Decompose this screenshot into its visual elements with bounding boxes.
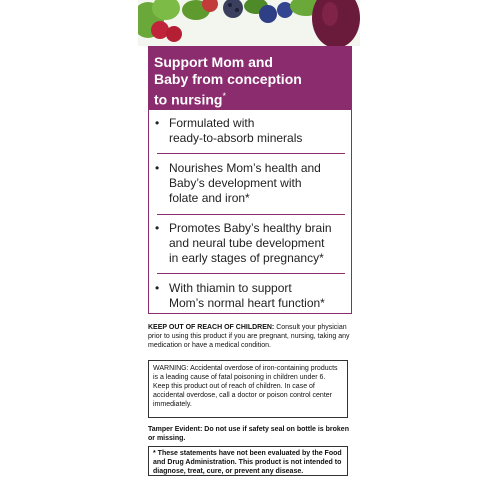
benefit-line: Formulated with <box>169 116 255 130</box>
header-line-1: Support Mom and <box>154 54 273 70</box>
benefit-line: folate and iron* <box>169 191 250 205</box>
divider <box>157 214 345 215</box>
divider <box>157 273 345 274</box>
divider <box>157 153 345 154</box>
fda-disclaimer-box <box>148 446 348 476</box>
tamper-label: Tamper Evident: <box>148 426 203 433</box>
benefit-item <box>149 161 351 206</box>
benefit-line: ready-to-absorb minerals <box>169 131 303 145</box>
header-line-2: Baby from conception <box>154 71 302 87</box>
tamper-text: Do not use if safety seal on bottle is broken or missing. <box>148 426 349 442</box>
benefit-line: Nourishes Mom’s health and <box>169 161 321 175</box>
keep-out-notice <box>148 323 352 350</box>
tamper-notice <box>148 425 352 443</box>
iron-warning-box <box>148 360 348 418</box>
header-asterisk: * <box>222 91 226 101</box>
keep-out-label: KEEP OUT OF REACH OF CHILDREN: <box>148 324 275 331</box>
benefit-line: in early stages of pregnancy* <box>169 251 324 265</box>
benefit-line: Baby’s development with <box>169 176 302 190</box>
benefit-item <box>149 281 351 311</box>
benefit-line: and neural tube development <box>169 236 325 250</box>
label-panel <box>138 0 360 500</box>
fda-disclaimer-text: * These statements have not been evaluated by the Food and Drug Administration. This product is not intended to diagnose, treat, cure, or prevent any disease. <box>153 450 342 475</box>
header-line-3: to nursing* <box>154 91 226 108</box>
iron-warning-text: WARNING: Accidental overdose of iron-containing products is a leading cause of fatal poisoning in children under 6. Keep this product out of reach of children. In case of accidental overdose, call a doctor or poison control center immediately. <box>153 365 338 408</box>
benefits-box <box>148 110 352 314</box>
benefit-line: Mom’s normal heart function* <box>169 296 325 310</box>
bullet-icon: • <box>155 221 160 235</box>
header-banner <box>148 46 352 110</box>
fruit-vegetable-graphic <box>138 0 360 46</box>
benefit-line: With thiamin to support <box>169 281 292 295</box>
benefit-item <box>149 221 351 266</box>
benefit-line: Promotes Baby’s healthy brain <box>169 221 332 235</box>
bullet-icon: • <box>155 161 160 175</box>
benefit-item <box>149 116 351 146</box>
bullet-icon: • <box>155 116 160 130</box>
produce-illustration <box>138 0 360 46</box>
bullet-icon: • <box>155 281 160 295</box>
keep-out-text: Consult your physician prior to using this product if you are pregnant, nursing, taking any medication or have a medical condition. <box>148 324 350 349</box>
